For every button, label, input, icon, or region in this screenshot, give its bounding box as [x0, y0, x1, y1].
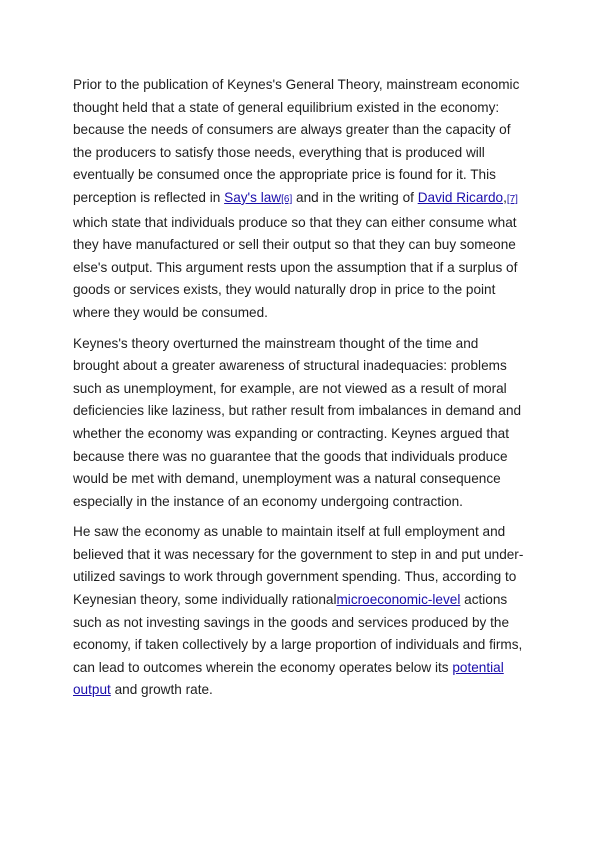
paragraph-text: ,	[503, 189, 507, 205]
document-page	[73, 74, 525, 710]
paragraph-text: Keynes's theory overturned the mainstream thought of the time and brought about a greater awareness of structural inadequacies: problems such as unemployment, for example, are not viewed as a result of moral deficiencies like laziness, but rather result from imbalances in demand and whether the economy was expanding or contracting. Keynes argued that because there was no guarantee that the goods that individuals produce would be met with demand, unemployment was a natural consequence especially in the instance of an economy undergoing contraction.	[73, 335, 522, 509]
link-says-law[interactable]: Say's law	[224, 189, 282, 205]
link-david-ricardo[interactable]: David Ricardo	[417, 189, 504, 205]
link-microeconomic-level[interactable]: microeconomic-level	[336, 592, 461, 608]
paragraph-text: Prior to the publication of Keynes's General Theory, mainstream economic thought held that a state of general equilibrium existed in the economy: because the needs of consumers are always greater than the capacity of the producers to satisfy those needs, everything that is produced will eventually be consumed once the appropriate price is found for it. This perception is reflected in	[73, 77, 520, 205]
citation-6[interactable]: [6]	[281, 193, 293, 205]
paragraph-text: and growth rate.	[110, 682, 213, 698]
link-potential-output[interactable]: potential output	[73, 659, 504, 698]
paragraph-text: actions such as not investing savings in the goods and services produced by the economy, if taken collectively by a large proportion of individuals and firms, can lead to outcomes wherein the economy operates below its	[73, 592, 523, 675]
paragraph-text: He saw the economy as unable to maintain itself at full employment and believed that it was necessary for the government to step in and put under-utilized savings to work through government spending. Thus, according to Keynesian theory, some individually rational	[73, 524, 524, 608]
paragraph-text: which state that individuals produce so that they can either consume what they have manufactured or sell their output so that they can buy someone else's output. This argument rests upon the assumption that if a surplus of goods or services exists, they would naturally drop in price to the point where they would be consumed.	[73, 214, 518, 320]
paragraph-2	[73, 333, 525, 514]
paragraph-text: and in the writing of	[292, 189, 418, 205]
paragraph-3	[73, 521, 525, 702]
citation-7[interactable]: [7]	[506, 193, 518, 205]
paragraph-1	[73, 74, 525, 325]
